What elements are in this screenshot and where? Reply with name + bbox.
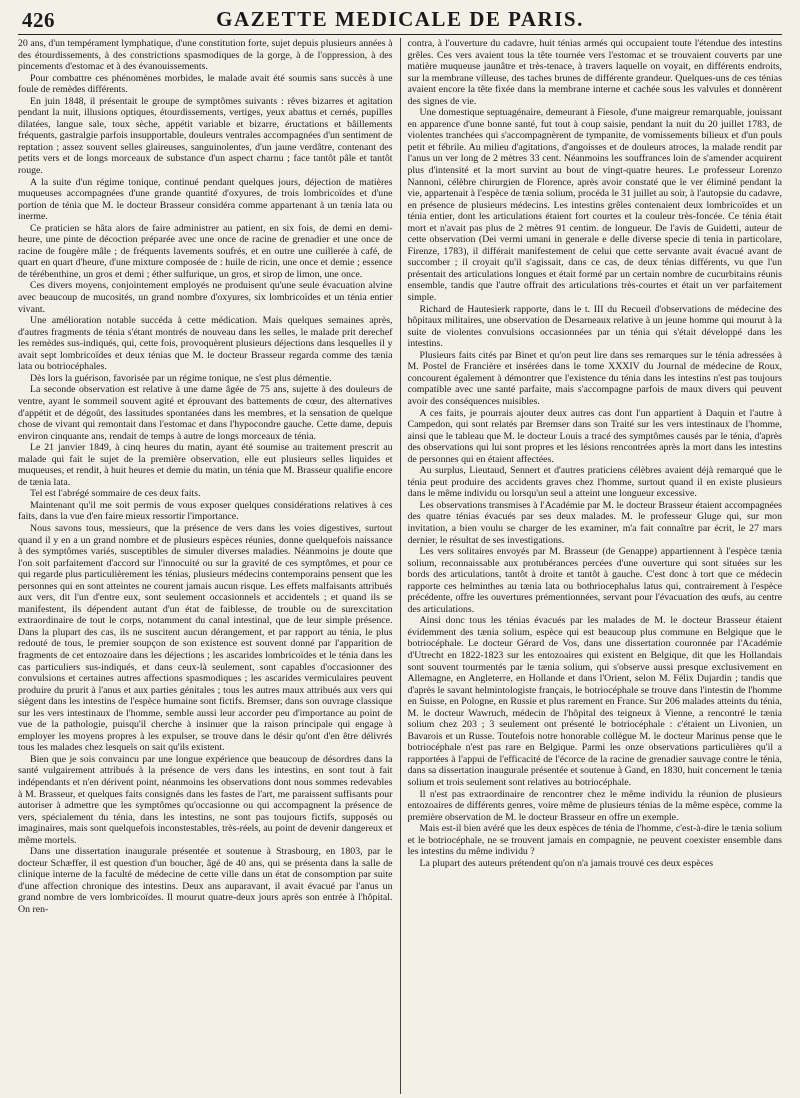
paragraph: Tel est l'abrégé sommaire de ces deux faits. — [30, 488, 201, 500]
paragraph: Ces divers moyens, conjointement employés ne produisent qu'une seule évacuation alvine avec beaucoup de mucosités, un grand nombre d'oxyures, six lombricoïdes et un ténia entier vivant. — [18, 280, 393, 315]
paragraph: Ce praticien se hâta alors de faire administrer au patient, en six fois, de demi en demi-heure, une pinte de décoction préparée avec une once de racine de grenadier et une once de racine de fougère mâle ; de fréquents lavements soufrés, et en outre une cuillerée à café, de quart en quart d'heure, d'une mixture composée de : huile de ricin, une once et demie ; essence de térébenthine, un gros et demi ; éther sulfurique, un gros, et sirop de limon, une once. — [18, 222, 393, 280]
paragraph: Le 21 janvier 1849, à cinq heures du matin, ayant été soumise au traitement prescrit au malade qui fait le sujet de la première observation, elle eut plusieurs selles liquides et muqueuses, et rendit, à huit heures et demie du matin, un ténia que M. Brasseur qualifie encore de tænia lata. — [18, 442, 393, 488]
paragraph: Ainsi donc tous les ténias évacués par les malades de M. le docteur Brasseur étaient évidemment des tænia solium, espèce qui est beaucoup plus commune en Belgique que le botriocéphale. Le docteur Gérard de Vos, dans une dissertation couronnée par l'Académie d'Utrecht en 1822-1823 sur les entozoaires qui existent en Belgique, dit que les Hollandais sont souvent tourmentés par le tænia solium, qui s'observe aussi presque exclusivement en Allemagne, en Angleterre, en Hollande et dans l'Orient, selon M. Félix Dujardin ; tandis que d'après le savant helmintologiste français, le botriocéphale se trouve dans l'intestin de l'homme en Suisse, en Pologne, en Russie et plus rarement en France. Sur 206 malades atteints du ténia, M. le docteur Wawruch, médecin de l'hôpital des teigneux à Vienne, a rencontré le tænia solium chez 203 ; 3 seulement ont présenté le botriocéphale : c'étaient un Livonien, un Bavarois et un Russe. Toutefois notre honorable collègue M. le docteur Marinus pense que le botriocéphale n'est pas rare en Belgique. Parmi les onze observations particulières qu'il a rapportées à l'appui de l'efficacité de l'écorce de la racine de grenadier sauvage contre le ténia, dans sa dissertation inaugurale présentée et soutenue à Gand, en 1830, huit concernent le tænia solium et trois seulement sont relatives au botriocéphale. — [407, 615, 782, 788]
paragraph: Maintenant qu'il me soit permis de vous exposer quelques considérations relatives à ces faits, dans la vue d'en faire mieux ressortir l'importance. — [18, 499, 393, 523]
paragraph: 20 ans, d'un tempérament lymphatique, d'une constitution forte, sujet depuis plusieurs années à des étourdissements, à des constrictions spasmodiques de la gorge, à de l'oppression, à des pincements d'estomac et à des évanouissements. — [18, 38, 393, 73]
paragraph: Les vers solitaires envoyés par M. Brasseur (de Genappe) appartiennent à l'espèce tænia solium, reconnaissable aux protubérances percées d'une ouverture qui sont situées sur les bords des articulations, tantôt à droite et tantôt à gauche. C'est donc à tort que ce médecin rapporte ces helminthes au tænia lata ou bothriocephalus latus qui, contrairement à l'espèce précédente, offre les ouvertures prémentionnées, servant pour l'évacuation des œufs, au centre des articulations. — [407, 546, 782, 615]
right-column — [401, 38, 783, 1094]
paragraph: contra, à l'ouverture du cadavre, huit ténias armés qui occupaient toute l'étendue des intestins grêles. Ces vers avaient tous la tête tournée vers l'estomac et se trouvaient couverts par une matière muqueuse jaunâtre et très-tenace, à travers laquelle on voyait, en différents endroits, sur la membrane villeuse, des taches brunes de différente grandeur. Quelques-uns de ces ténias avaient encore la tête fixée dans la membrane interne et cachée sous les valvules et donnèrent des signes de vie. — [407, 38, 782, 107]
paragraph: Les observations transmises à l'Académie par M. le docteur Brasseur étaient accompagnées des quatre ténias évacués par ses deux malades. M. le professeur Gluge qui, sur mon invitation, a bien voulu se charger de les examiner, m'a fait connaître par écrit, le 27 mars dernier, le résultat de ses investigations. — [407, 499, 782, 546]
paragraph: A ces faits, je pourrais ajouter deux autres cas dont l'un appartient à Daquin et l'autre à Campedon, qui sont relatés par Bremser dans son Traité sur les vers intestinaux de l'homme, ainsi que le tableau que M. le docteur Louis a tracé des symptômes causés par le ténia, d'après des observations qui lui sont propres et les lésions rencontrées après la mort dans les intestins de personnes qui en étaient affectées. — [407, 407, 782, 465]
text-columns — [18, 38, 782, 1094]
paragraph: Dès lors la guérison, favorisée par un régime tonique, ne s'est plus démentie. — [30, 372, 332, 384]
paragraph: Il n'est pas extraordinaire de rencontrer chez le même individu la réunion de plusieurs entozoaires de différents genres, voire même de plusieurs ténias de la même espèce, comme la première observation de M. le docteur Brasseur en offre un exemple. — [407, 788, 782, 823]
paragraph: Au surplus, Lieutaud, Sennert et d'autres praticiens célèbres avaient déjà remarqué que le ténia peut produire des accidents graves chez l'homme, surtout quand il en existe plusieurs dans le même individu ou lorsqu'un seul a atteint une longueur excessive. — [407, 465, 782, 500]
page-header — [18, 0, 782, 35]
paragraph: Dans une dissertation inaugurale présentée et soutenue à Strasbourg, en 1803, par le docteur Schæffer, il est question d'un boucher, âgé de 40 ans, qui se présenta dans la salle de clinique interne de la faculté de médecine de cette ville dans un état de consomption par suite d'une affection chronique des intestins. Deux ans auparavant, il avait évacué par l'anus un grand nombre de vers lombricoïdes. Il mourut quatre-deux jours après son entrée à l'hôpital. On ren- — [18, 846, 393, 916]
paragraph: Plusieurs faits cités par Binet et qu'on peut lire dans ses remarques sur le ténia adressées à M. Postel de Francière et insérées dans le tome XXXIV du Journal de médecine de Roux, concourent également à démontrer que l'existence du ténia dans les intestins n'est pas toujours compatible avec une santé parfaite, mais s'accompagne parfois de maux divers qui peuvent avoir des conséquences nuisibles. — [407, 349, 782, 407]
paragraph: Une amélioration notable succéda à cette médication. Mais quelques semaines après, d'autres fragments de ténia s'étant montrés de nouveau dans les selles, le malade prit derechef les remèdes sus-indiqués, qui, cette fois, provoquèrent plusieurs déjections dans lesquelles il y avait sept lombricoïdes et deux ténias que M. le docteur Brasseur regarda comme des tænia lata ou botriocéphales. — [18, 315, 393, 373]
paragraph: A la suite d'un régime tonique, continué pendant quelques jours, déjection de matières muqueuses accompagnées d'une grande quantité d'oxyures, de trois lombricoïdes et d'une portion de ténia que M. le docteur Brasseur considéra comme appartenant à un tænia lata ou inerme. — [18, 176, 393, 223]
paragraph: Une domestique septuagénaire, demeurant à Fiesole, d'une maigreur remarquable, jouissant en apparence d'une bonne santé, fut tout à coup saisie, pendant la nuit du 20 juillet 1783, de violentes tranchées qui s'accompagnèrent de tympanite, de vomissements bilieux et d'un pouls petit et fébrile. Au milieu d'agitations, d'angoisses et de douleurs atroces, la malade rendit par l'anus un ver long de 2 mètres 33 cent. Néanmoins les souffrances loin de s'amender acquirent plus d'intensité et la mort survint au bout de vingt-quatre heures. Le professeur Lorenzo Nannoni, célèbre chirurgien de Florence, après avoir constaté que le ver éliminé pendant la vie, appartenait à l'espèce de tænia solium, procéda le 31 juillet au soir, à l'autopsie du cadavre, en présence de plusieurs médecins. Les intestins grêles contenaient deux lombricoïdes et un ténia entier, dont les articulations étaient fort courtes et la couleur très-foncée. Ce ténia était mort et n'avait pas plus de 2 mètres 91 centim. de longueur. De l'avis de Guidetti, auteur de cette observation (Dei vermi umani in generale e delle diverse specie di tenia in particolare, Firenze, 1783), il différait manifestement de celui que cette servante avait évacué avant de succomber ; il croyait qu'il s'agissait, dans ce cas, de deux ténias différents, vu que l'un présentait des articulations longues et était formé par un certain nombre de cucurbitains réunis ensemble, tandis que l'autre offrait des articulations très-courtes et était un ver parfaitement simple. — [407, 107, 782, 304]
paragraph: Richard de Hautesierk rapporte, dans le t. III du Recueil d'observations de médecine des hôpitaux militaires, une observation de Desarneaux relative à un jeune homme qui mourut à la suite de violentes convulsions occasionnées par un ténia qui s'était développé dans les intestins. — [407, 303, 782, 350]
paragraph: La plupart des auteurs prétendent qu'on n'a jamais trouvé ces deux espèces — [419, 857, 714, 869]
paragraph: Mais est-il bien avéré que les deux espèces de ténia de l'homme, c'est-à-dire le tænia solium et le botriocéphale, ne se trouvent jamais en compagnie, ne peuvent coexister ensemble dans les intestins du même individu ? — [407, 823, 782, 858]
paragraph: Bien que je sois convaincu par une longue expérience que beaucoup de désordres dans la santé vulgairement attribués à la présence de vers dans les intestins, en sont tout à fait indépendants et n'en dérivent point, néanmoins les observations dont nous sommes redevables à M. Brasseur, et quelques faits consignés dans les fastes de l'art, me paraissent suffisants pour autoriser à admettre que les symptômes qu'occasionne ou qui accompagnent la présence de vers, spécialement du ténia, dans les intestins, ne sont pas toujours fictifs, supposés ou imaginaires, mais sont quelquefois inconstestables, très-réels, au point de devenir dangereux et même mortels. — [18, 753, 393, 846]
paragraph: La seconde observation est relative à une dame âgée de 75 ans, sujette à des douleurs de ventre, ayant le sommeil souvent agité et éprouvant des battements de cœur, des alternatives d'appétit et de dégoût, des lassitudes spontanées dans les membres, et la sensation de quelque chose de vivant qui remontait dans l'estomac et dans l'hypocondre gauche. Cette dame, depuis environ cinquante ans, rendait de temps à autre de longs morceaux de ténia. — [18, 384, 393, 442]
page-title: GAZETTE MEDICALE DE PARIS. — [216, 7, 584, 31]
paragraph: Nous savons tous, messieurs, que la présence de vers dans les voies digestives, surtout quand il y en a un grand nombre et de plusieurs espèces réunies, donne quelquefois naissance à des symptômes variés, susceptibles de simuler diverses maladies. Néanmoins je doute que l'on soit parfaitement d'accord sur l'innocuité ou sur la gravité de ces symptômes, et pour ce qui regarde plus particulièrement les ténias, plusieurs médecins contemporains pensent que les personnes qui en sont atteintes ne courent jamais aucun risque. Les effets malfaisants attribués aux vers, dit l'un d'entre eux, sont seulement occasionnels et accidentels ; et quand ils se manifestent, ils dépendent autant d'un état de faiblesse, de trouble ou de surexcitation extraordinaire de tout le corps, notamment du canal intestinal, que de leur simple présence. Dans la plupart des cas, ils ne suscitent aucun dérangement, et par rapport au ténia, le plus redouté de tous, le premier soupçon de son existence est souvent donné par l'apparition de fragments de cet entozoaire dans les déjections ; les ascarides lombricoïdes et le ténia dans les cas particuliers sus-indiqués, et dans ceux-là seulement, sont capables d'occasionner des convulsions et certaines autres affections spasmodiques ; les ascarides vermiculaires peuvent produire du prurit à l'anus et aux parties génitales ; tous les autres maux attribués aux vers qui siègent dans les intestins de l'espèce humaine sont fictifs. Bremser, dans son ouvrage classique sur les vers intestinaux de l'homme, semble aussi leur accorder peu d'importance au point de vue de la pathologie, puisqu'il cherche à insinuer que la raison principale qui engage à employer les moyens propres à les expulser, se trouve dans le désir qu'ont d'en être délivrés tous les malades chez lesquels on sait qu'ils existent. — [18, 522, 393, 754]
paragraph: En juin 1848, il présentait le groupe de symptômes suivants : rêves bizarres et agitation pendant la nuit, illusions optiques, étourdissements, vertiges, yeux abattus et cernés, pupilles dilatées, langue sale, toux sèche, appétit variable et bizarre, éructations et bâillements fréquents, gastralgie parfois insupportable, douleurs ventrales accompagnées d'un sentiment de reptation ; assez souvent selles glaireuses, sanguinolentes, d'un jaune verdâtre, contenant des petits vers et de longs morceaux de substance d'un aspect charnu ; face tantôt pâle et tantôt rouge. — [18, 95, 393, 177]
page-number: 426 — [22, 8, 55, 32]
paragraph: Pour combattre ces phénomènes morbides, le malade avait été soumis sans succès à une foule de remèdes différents. — [18, 72, 393, 96]
left-column — [18, 38, 401, 1094]
